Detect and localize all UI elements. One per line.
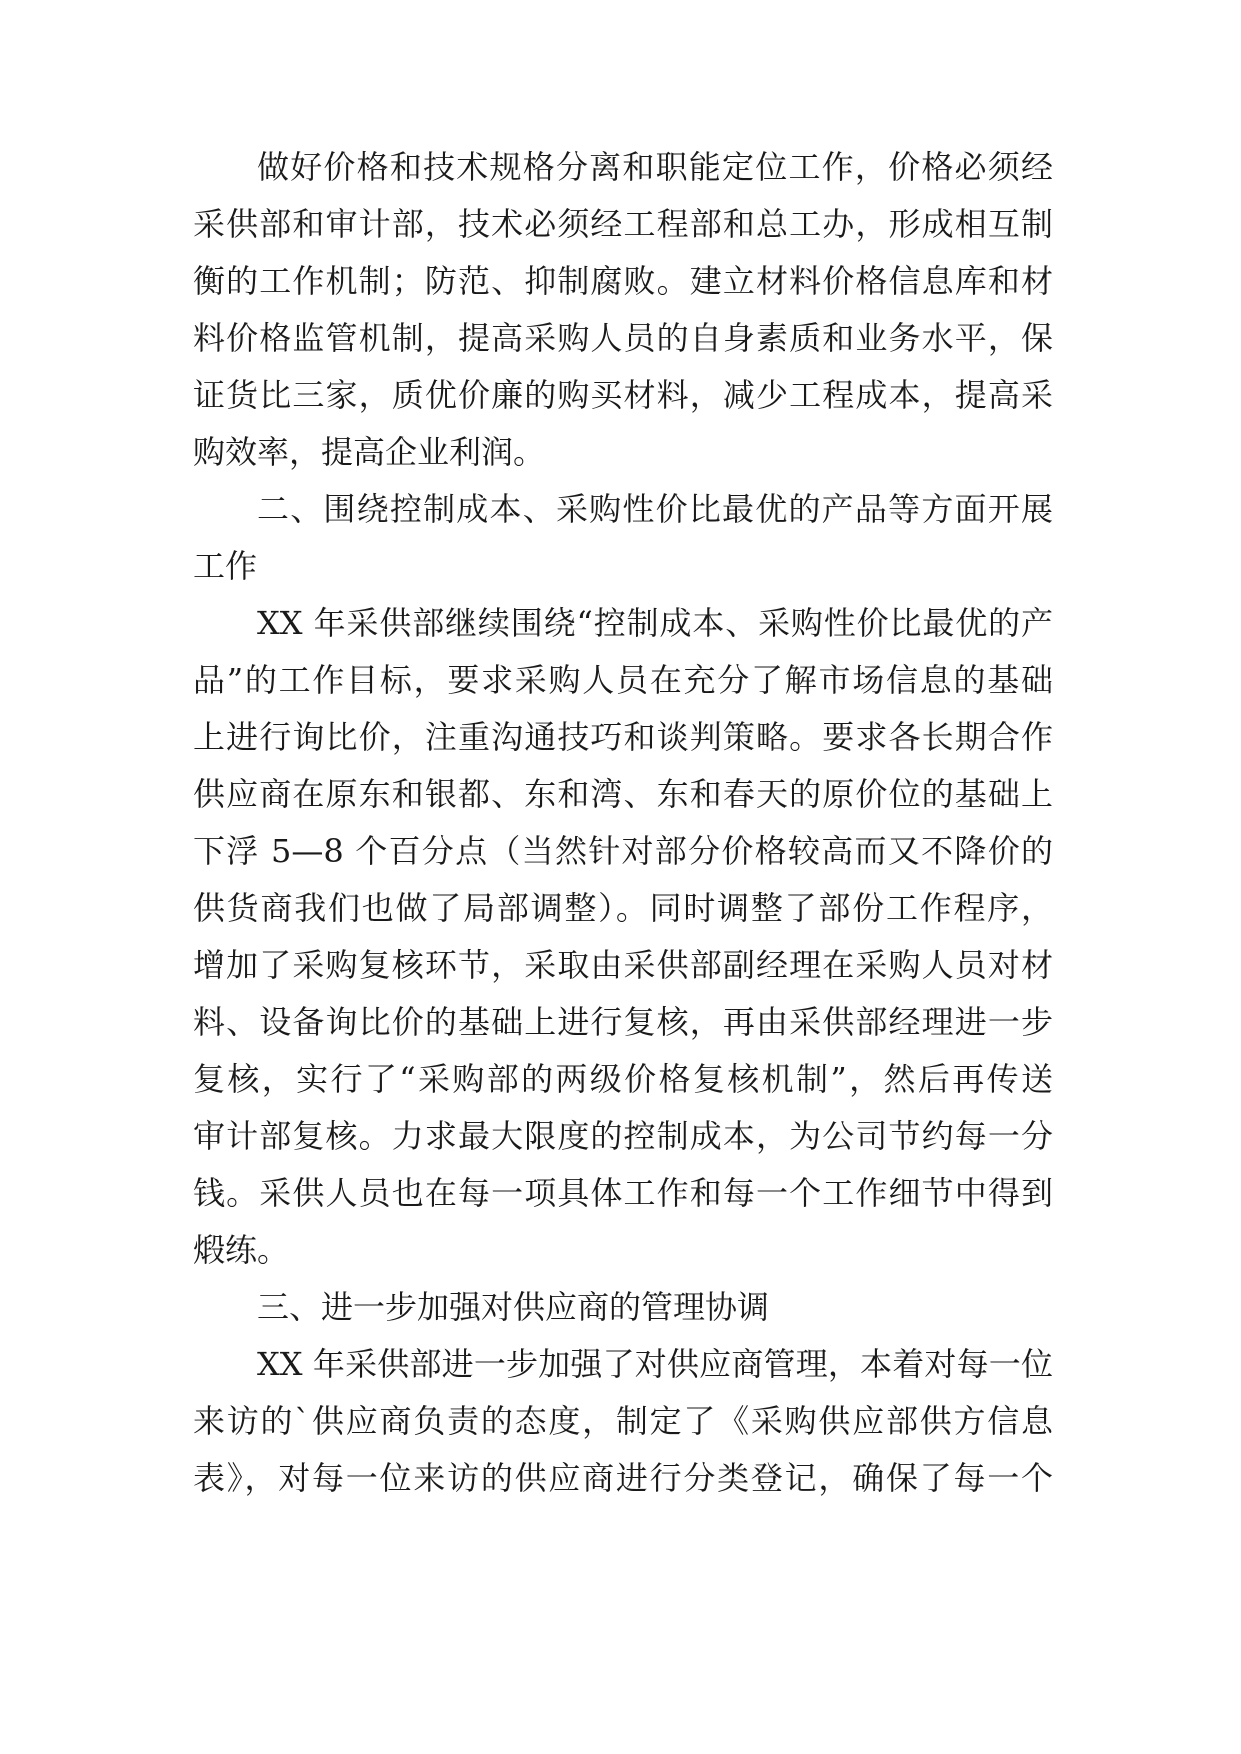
section-2-heading-line-2: 工作 [193,547,258,585]
section-3-heading: 三、进一步加强对供应商的管理协调 [257,1288,770,1326]
paragraph-2-line-8: 料、设备询比价的基础上进行复核，再由采供部经理进一步 [193,1003,1053,1041]
paragraph-1-line-4: 料价格监管机制，提高采购人员的自身素质和业务水平，保 [193,319,1053,357]
paragraph-2-line-5: 下浮 5—8 个百分点（当然针对部分价格较高而又不降价的 [193,832,1053,870]
paragraph-1-line-3: 衡的工作机制；防范、抑制腐败。建立材料价格信息库和材 [193,262,1053,300]
paragraph-2-line-12: 煅练。 [193,1231,290,1269]
paragraph-2-line-1: XX 年采供部继续围绕“控制成本、采购性价比最优的产 [257,604,1053,642]
paragraph-2-line-7: 增加了采购复核环节，采取由采供部副经理在采购人员对材 [193,946,1053,984]
paragraph-3-line-2: 来访的`供应商负责的态度，制定了《采购供应部供方信息 [193,1402,1053,1440]
paragraph-1-line-6: 购效率，提高企业利润。 [193,433,546,471]
paragraph-1-line-5: 证货比三家，质优价廉的购买材料，减少工程成本，提高采 [193,376,1053,414]
paragraph-2-line-6: 供货商我们也做了局部调整）。同时调整了部份工作程序， [193,889,1053,927]
section-2-heading-line-1: 二、围绕控制成本、采购性价比最优的产品等方面开展 [257,490,1053,528]
paragraph-2-line-2: 品”的工作目标，要求采购人员在充分了解市场信息的基础 [193,661,1053,699]
paragraph-1-line-2: 采供部和审计部，技术必须经工程部和总工办，形成相互制 [193,205,1053,243]
paragraph-3-line-3: 表》，对每一位来访的供应商进行分类登记，确保了每一个 [193,1459,1053,1497]
paragraph-1-line-1: 做好价格和技术规格分离和职能定位工作，价格必须经 [257,148,1053,186]
paragraph-2-line-10: 审计部复核。力求最大限度的控制成本，为公司节约每一分 [193,1117,1053,1155]
paragraph-3-line-1: XX 年采供部进一步加强了对供应商管理，本着对每一位 [257,1345,1053,1383]
paragraph-2-line-11: 钱。采供人员也在每一项具体工作和每一个工作细节中得到 [193,1174,1053,1212]
paragraph-2-line-9: 复核，实行了“采购部的两级价格复核机制”，然后再传送 [193,1060,1053,1098]
paragraph-2-line-4: 供应商在原东和银都、东和湾、东和春天的原价位的基础上 [193,775,1053,813]
paragraph-2-line-3: 上进行询比价，注重沟通技巧和谈判策略。要求各长期合作 [193,718,1053,756]
